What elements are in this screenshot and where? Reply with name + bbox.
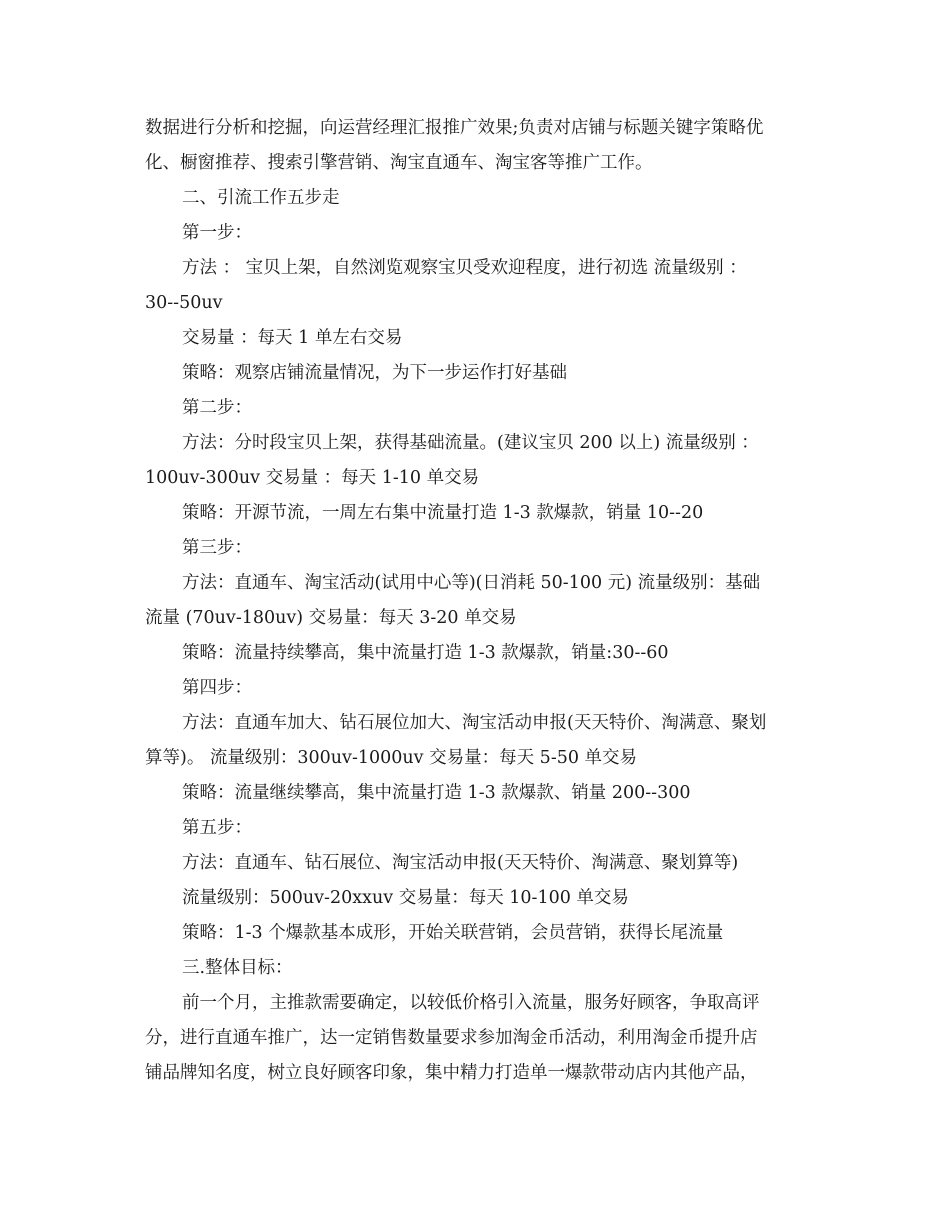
text-line-28: 铺品牌知名度，树立良好顾客印象，集中精力打造单一爆款带动店内其他产品，: [145, 1063, 758, 1083]
text-line-6: 30--50uv: [145, 293, 223, 313]
text-line-15: 流量 (70uv-180uv) 交易量：每天 3-20 单交易: [145, 608, 517, 628]
text-line-12: 策略：开源节流，一周左右集中流量打造 1-3 款爆款，销量 10--20: [182, 503, 704, 523]
step-one-heading: 第一步：: [182, 223, 252, 243]
text-line-22: 方法：直通车、钻石展位、淘宝活动申报(天天特价、淘满意、聚划算等): [182, 853, 739, 873]
step-two-heading: 第二步：: [182, 398, 252, 418]
text-line-5: 方法 ： 宝贝上架，自然浏览观察宝贝受欢迎程度，进行初选 流量级别 ：: [182, 258, 747, 278]
text-line-19: 算等)。 流量级别：300uv-1000uv 交易量：每天 5-50 单交易: [145, 748, 638, 768]
text-line-27: 分，进行直通车推广，达一定销售数量要求参加淘金币活动，利用淘金币提升店: [145, 1028, 758, 1048]
text-line-23: 流量级别：500uv-20xxuv 交易量：每天 10-100 单交易: [182, 888, 629, 908]
text-line-14: 方法：直通车、淘宝活动(试用中心等)(日消耗 50-100 元) 流量级别：基础: [182, 573, 761, 593]
step-three-heading: 第三步：: [182, 538, 252, 558]
text-line-26: 前一个月，主推款需要确定，以较低价格引入流量，服务好顾客，争取高评: [182, 993, 760, 1013]
text-line-7: 交易量 ：每天 1 单左右交易: [182, 328, 403, 348]
text-line-1: 数据进行分析和挖掘，向运营经理汇报推广效果;负责对店铺与标题关键字策略优: [145, 118, 764, 138]
step-five-heading: 第五步：: [182, 818, 252, 838]
text-line-18: 方法：直通车加大、钻石展位加大、淘宝活动申报(天天特价、淘满意、聚划: [182, 713, 767, 733]
text-line-11: 100uv-300uv 交易量 ：每天 1-10 单交易: [145, 468, 480, 488]
text-line-20: 策略：流量继续攀高，集中流量打造 1-3 款爆款、销量 200--300: [182, 783, 691, 803]
section-heading-two: 二、引流工作五步走: [182, 188, 340, 208]
text-line-8: 策略：观察店铺流量情况，为下一步运作打好基础: [182, 363, 567, 383]
section-heading-three: 三.整体目标：: [182, 958, 293, 978]
text-line-10: 方法：分时段宝贝上架，获得基础流量。(建议宝贝 200 以上) 流量级别 ：: [182, 433, 759, 453]
text-line-2: 化、橱窗推荐、搜索引擎营销、淘宝直通车、淘宝客等推广工作。: [145, 153, 653, 173]
text-line-16: 策略：流量持续攀高，集中流量打造 1-3 款爆款，销量:30--60: [182, 643, 669, 663]
step-four-heading: 第四步：: [182, 678, 252, 698]
text-line-24: 策略：1-3 个爆款基本成形，开始关联营销，会员营销，获得长尾流量: [182, 923, 724, 943]
